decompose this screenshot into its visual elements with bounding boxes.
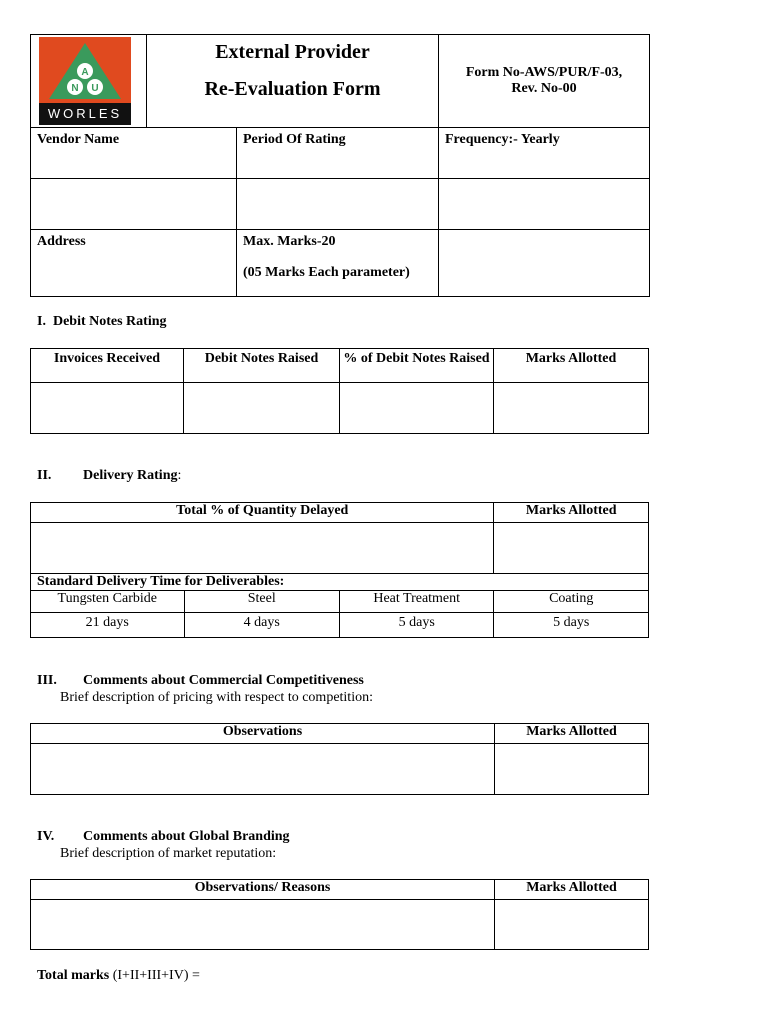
delivery-marks-field[interactable]: [494, 523, 649, 574]
material-heat-treatment: Heat Treatment: [339, 591, 494, 613]
total-marks-label: Total marks: [37, 968, 110, 983]
title-cell: [147, 35, 439, 128]
logo-word: WORLES: [39, 103, 131, 125]
col-observations: Observations: [31, 724, 495, 744]
debit-marks-field[interactable]: [494, 383, 649, 434]
commercial-table: [30, 723, 649, 795]
material-coating: Coating: [494, 591, 649, 613]
invoices-received-field[interactable]: [31, 383, 184, 434]
vendor-name-field[interactable]: [31, 179, 237, 230]
vendor-name-label: Vendor Name: [31, 128, 237, 179]
section1-heading: [37, 314, 167, 330]
form-title-line1: External Provider: [215, 41, 370, 63]
revision-number: Rev. No-00: [511, 81, 577, 96]
commercial-observations-field[interactable]: [31, 744, 495, 795]
section1-number: I.: [37, 314, 46, 329]
branding-observations-field[interactable]: [31, 900, 495, 950]
section3-description: Brief description of pricing with respect to competition:: [60, 690, 373, 705]
section4-title: Comments about Global Branding: [83, 829, 290, 844]
period-of-rating-field[interactable]: [237, 179, 439, 230]
col-observations-reasons: Observations/ Reasons: [31, 880, 495, 900]
total-marks-line: [37, 968, 200, 984]
logo-letter-u: U: [91, 83, 99, 94]
section2-title: Delivery Rating: [83, 468, 178, 483]
section3-number: III.: [37, 673, 57, 688]
max-marks-cell: [237, 230, 439, 297]
frequency-field[interactable]: [439, 179, 650, 230]
section3-heading: [37, 673, 364, 689]
logo-letter-a: A: [81, 67, 89, 78]
col-total-quantity-delayed: Total % of Quantity Delayed: [31, 503, 494, 523]
commercial-marks-field[interactable]: [495, 744, 649, 795]
address-extra-field[interactable]: [439, 230, 650, 297]
debit-notes-percent-field[interactable]: [340, 383, 494, 434]
material-tungsten-carbide: Tungsten Carbide: [31, 591, 185, 613]
days-coating: 5 days: [494, 613, 649, 638]
col-branding-marks: Marks Allotted: [495, 880, 649, 900]
logo-letter-n: N: [71, 83, 79, 94]
section1-title: Debit Notes Rating: [52, 314, 167, 329]
quantity-delayed-field[interactable]: [31, 523, 494, 574]
address-label: Address: [31, 230, 237, 297]
form-title-line2: Re-Evaluation Form: [204, 78, 381, 100]
col-debit-notes-raised: Debit Notes Raised: [184, 349, 340, 383]
section2-heading: [37, 468, 181, 484]
section4-number: IV.: [37, 829, 55, 844]
delivery-table: [30, 502, 649, 638]
days-steel: 4 days: [184, 613, 339, 638]
total-marks-formula: (I+II+III+IV) =: [109, 968, 200, 983]
days-heat-treatment: 5 days: [339, 613, 494, 638]
max-marks-label: Max. Marks-20: [243, 234, 336, 249]
header-table: [30, 34, 650, 297]
col-commercial-marks: Marks Allotted: [495, 724, 649, 744]
section3-title: Comments about Commercial Competitiveness: [83, 673, 364, 688]
company-logo: [39, 37, 131, 125]
period-of-rating-label: Period Of Rating: [237, 128, 439, 179]
logo-cell: [31, 35, 147, 128]
section4-heading: [37, 829, 290, 845]
branding-table: [30, 879, 649, 950]
marks-each-label: (05 Marks Each parameter): [243, 265, 410, 280]
debit-notes-raised-field[interactable]: [184, 383, 340, 434]
form-number: Form No-AWS/PUR/F-03,: [465, 65, 623, 80]
standard-delivery-label: Standard Delivery Time for Deliverables:: [31, 574, 649, 591]
col-delivery-marks: Marks Allotted: [494, 503, 649, 523]
branding-marks-field[interactable]: [495, 900, 649, 950]
col-debit-notes-percent: % of Debit Notes Raised: [340, 349, 494, 383]
col-invoices-received: Invoices Received: [31, 349, 184, 383]
material-steel: Steel: [184, 591, 339, 613]
debit-notes-table: [30, 348, 649, 434]
col-marks-allotted: Marks Allotted: [494, 349, 649, 383]
section2-number: II.: [37, 468, 52, 483]
section2-colon: :: [177, 468, 182, 483]
frequency-label: Frequency:- Yearly: [439, 128, 650, 179]
form-number-cell: [439, 35, 650, 128]
days-tungsten-carbide: 21 days: [31, 613, 185, 638]
section4-description: Brief description of market reputation:: [60, 846, 277, 861]
